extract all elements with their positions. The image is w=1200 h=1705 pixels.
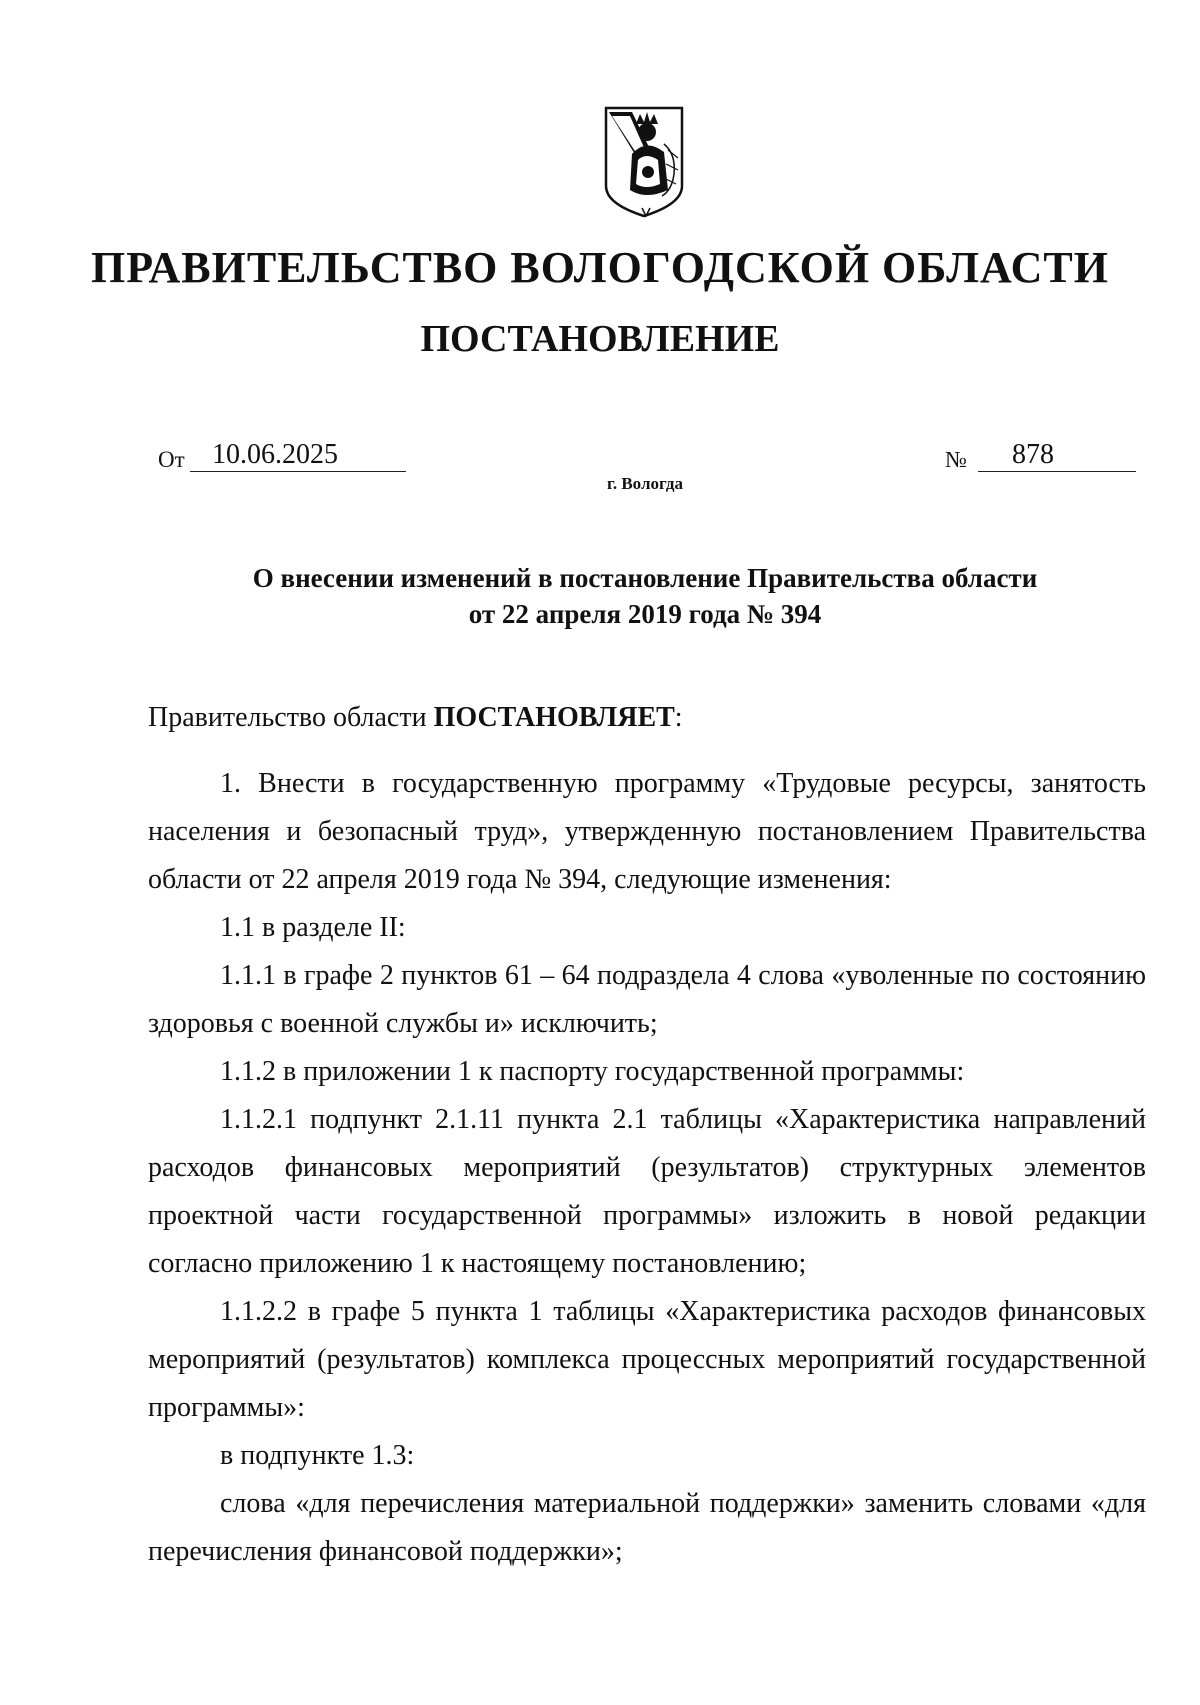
document-type-title: ПОСТАНОВЛЕНИЕ bbox=[420, 318, 780, 360]
document-body bbox=[148, 760, 1146, 1576]
subject-line-1: О внесении изменений в постановление Правительства области bbox=[252, 563, 1038, 593]
paragraph-subitem-1-3: в подпункте 1.3: bbox=[220, 1440, 415, 1471]
preamble-suffix: : bbox=[674, 702, 683, 733]
vologda-coat-of-arms-icon bbox=[602, 104, 686, 220]
preamble-emphasis: ПОСТАНОВЛЯЕТ bbox=[433, 702, 675, 733]
preamble bbox=[148, 698, 683, 738]
organization-title: ПРАВИТЕЛЬСТВО ВОЛОГОДСКОЙ ОБЛАСТИ bbox=[91, 243, 1109, 292]
paragraph-item-1-1-2-2: 1.1.2.2 в графе 5 пункта 1 таблицы «Характеристика расходов финансовых мероприятий (результатов) комплекса процессных мероприятий государственной программы»: bbox=[148, 1296, 1146, 1423]
preamble-text: Правительство области bbox=[148, 702, 434, 733]
subject-line-2: от 22 апреля 2019 года № 394 bbox=[468, 599, 822, 629]
paragraph-item-1-1: 1.1 в разделе II: bbox=[220, 912, 406, 943]
document-subject bbox=[140, 560, 1150, 632]
number-sign: № bbox=[945, 447, 967, 472]
document-date: 10.06.2025 bbox=[190, 438, 406, 472]
date-prefix: От bbox=[158, 447, 185, 472]
paragraph-replace-words: слова «для перечисления материальной поддержки» заменить словами «для перечисления финансовой поддержки»; bbox=[148, 1488, 1146, 1567]
paragraph-item-1: 1. Внести в государственную программу «Трудовые ресурсы, занятость населения и безопасный труд», утвержденную постановлением Правительства области от 22 апреля 2019 года № 394, следующие изменения: bbox=[148, 768, 1146, 895]
paragraph-item-1-1-2: 1.1.2 в приложении 1 к паспорту государственной программы: bbox=[220, 1056, 965, 1087]
document-number: 878 bbox=[978, 438, 1136, 472]
paragraph-item-1-1-2-1: 1.1.2.1 подпункт 2.1.11 пункта 2.1 таблицы «Характеристика направлений расходов финансовых мероприятий (результатов) структурных элементов проектной части государственной программы» изложить в новой редакции согласно приложению 1 к настоящему постановлению; bbox=[148, 1104, 1146, 1279]
paragraph-item-1-1-1: 1.1.1 в графе 2 пунктов 61 – 64 подраздела 4 слова «уволенные по состоянию здоровья с военной службы и» исключить; bbox=[148, 960, 1146, 1039]
city-label: г. Вологда bbox=[607, 474, 683, 493]
